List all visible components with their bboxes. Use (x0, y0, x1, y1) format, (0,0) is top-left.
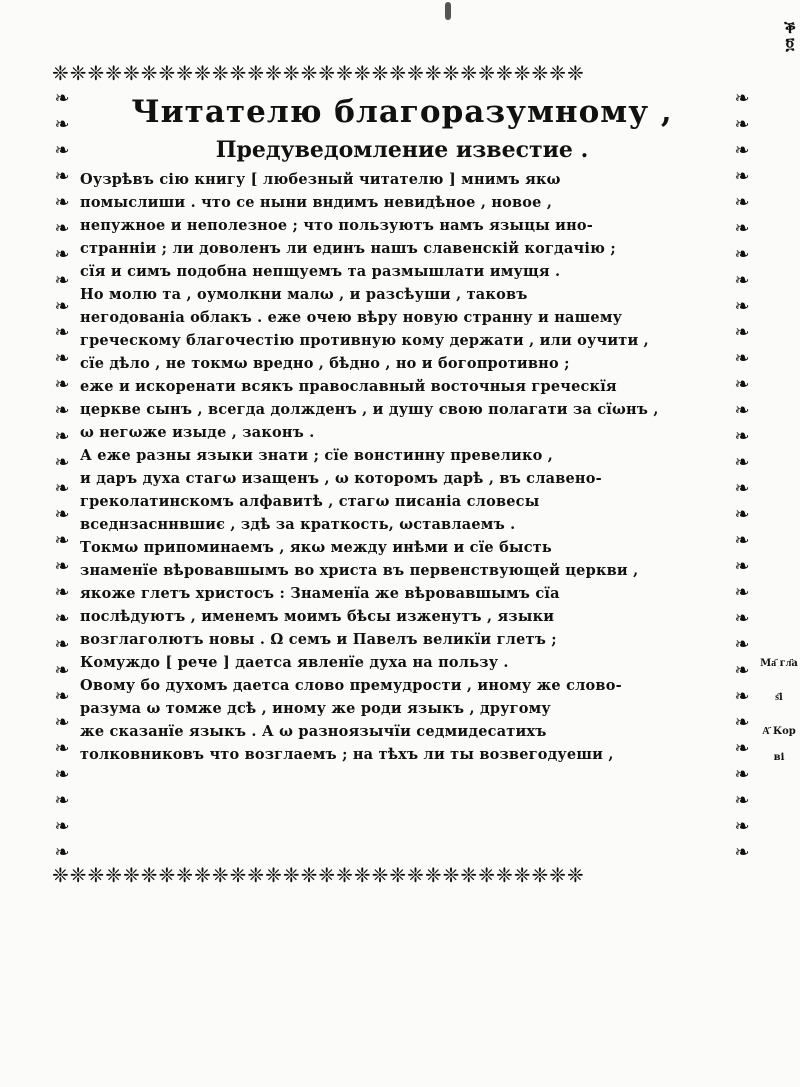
text-line: помыслиши . что се ныни вндимъ невидѣное , новое , (80, 194, 553, 211)
text-line: толковниковъ что возглаемъ ; на тѣхъ ли ты возвегодуеши , (80, 746, 614, 763)
text-line: знаменїе вѣровавшымъ во христа въ первенствующей церкви , (80, 562, 639, 579)
text-line: Токмω припоминаемъ , якω между инѣми и сїе бысть (80, 539, 552, 556)
margin-note: А҃ Кор (762, 726, 796, 737)
text-line: греколатинскомъ алфавитѣ , стагω писаніа словесы (80, 493, 540, 510)
text-line: и даръ духа стагω изащенъ , ω которомъ дарѣ , въ славено- (80, 470, 602, 487)
text-line: вседнзасннвшиє , здѣ за краткость, ωставлаемъ . (80, 516, 516, 533)
page-subtitle: Предуведомление известие . (215, 137, 589, 163)
text-line: Оузрѣвъ сію книгу [ любезный читателю ] мнимъ якω (80, 171, 561, 188)
margin-note: ві (773, 752, 785, 763)
text-line: Комуждо [ рече ] даетса явленїе духа на пользу . (80, 654, 509, 671)
text-line: возглаголютъ новы . Ω семъ и Павелъ великїи глетъ ; (80, 631, 557, 648)
text-line: еже и искоренати всякъ православный восточныя греческїя (80, 378, 617, 395)
margin-note: ѕ҃і (775, 692, 783, 703)
text-line: сїя и симъ подобна непщуемъ та размышлати имущя . (80, 263, 561, 280)
text-line: ω негωже изыде , законъ . (80, 424, 315, 441)
text-line: Овому бо духомъ даетса слово премудрости , иному же слово- (80, 677, 622, 694)
top-ornament-border: ❈❈❈❈❈❈❈❈❈❈❈❈❈❈❈❈❈❈❈❈❈❈❈❈❈❈❈❈❈❈ (52, 61, 585, 85)
text-line: негодованіа облакъ . еже очею вѣру новую странну и нашему (80, 309, 623, 326)
text-line: греческому благочестію противную кому держати , или оучити , (80, 332, 649, 349)
text-line: разума ω томже дсѣ , иному же роди языкъ , другому (80, 700, 551, 717)
text-line: же сказанїе языкъ . А ω разноязычїи седмидесатихъ (80, 723, 547, 740)
text-line: непужное и неполезное ; что пользуютъ намъ языцы ино- (80, 217, 593, 234)
text-line: якоже глетъ христосъ : Знаменїа же вѣровавшымъ сїа (80, 585, 560, 602)
right-ornament-border: ❧ ❧ ❧ ❧ ❧ ❧ ❧ ❧ ❧ ❧ ❧ ❧ ❧ ❧ ❧ ❧ ❧ ❧ ❧ ❧ ❧ ❧ ❧ ❧ ❧ ❧ ❧ ❧ ❧ ❧ (734, 88, 750, 862)
text-line: А еже разны языки знати ; сїе вонстинну превелико , (80, 447, 553, 464)
main-text-block (80, 92, 724, 858)
page-number-mark: ቕ ፬ (784, 18, 796, 53)
page-title: Читателю благоразумному , (131, 94, 673, 130)
text-line: сїе дѣло , не токмω вредно , бѣдно , но и богопротивно ; (80, 355, 570, 372)
text-line: церкве сынъ , всегда должденъ , и душу свою полагати за сїωнъ , (80, 401, 659, 418)
ink-blot (445, 2, 451, 20)
margin-note: Ма҃ гл҃а (760, 658, 798, 669)
bottom-ornament-border: ❈❈❈❈❈❈❈❈❈❈❈❈❈❈❈❈❈❈❈❈❈❈❈❈❈❈❈❈❈❈ (52, 863, 585, 887)
text-line: странніи ; ли доволенъ ли единъ нашъ славенскій когдачію ; (80, 240, 616, 257)
left-ornament-border: ❧ ❧ ❧ ❧ ❧ ❧ ❧ ❧ ❧ ❧ ❧ ❧ ❧ ❧ ❧ ❧ ❧ ❧ ❧ ❧ ❧ ❧ ❧ ❧ ❧ ❧ ❧ ❧ ❧ ❧ (54, 88, 70, 862)
text-line: Но молю та , оумолкни малω , и разсѣуши , таковъ (80, 286, 528, 303)
text-lines (80, 168, 724, 766)
text-line: послѣдуютъ , именемъ моимъ бѣсы изженутъ , языки (80, 608, 555, 625)
